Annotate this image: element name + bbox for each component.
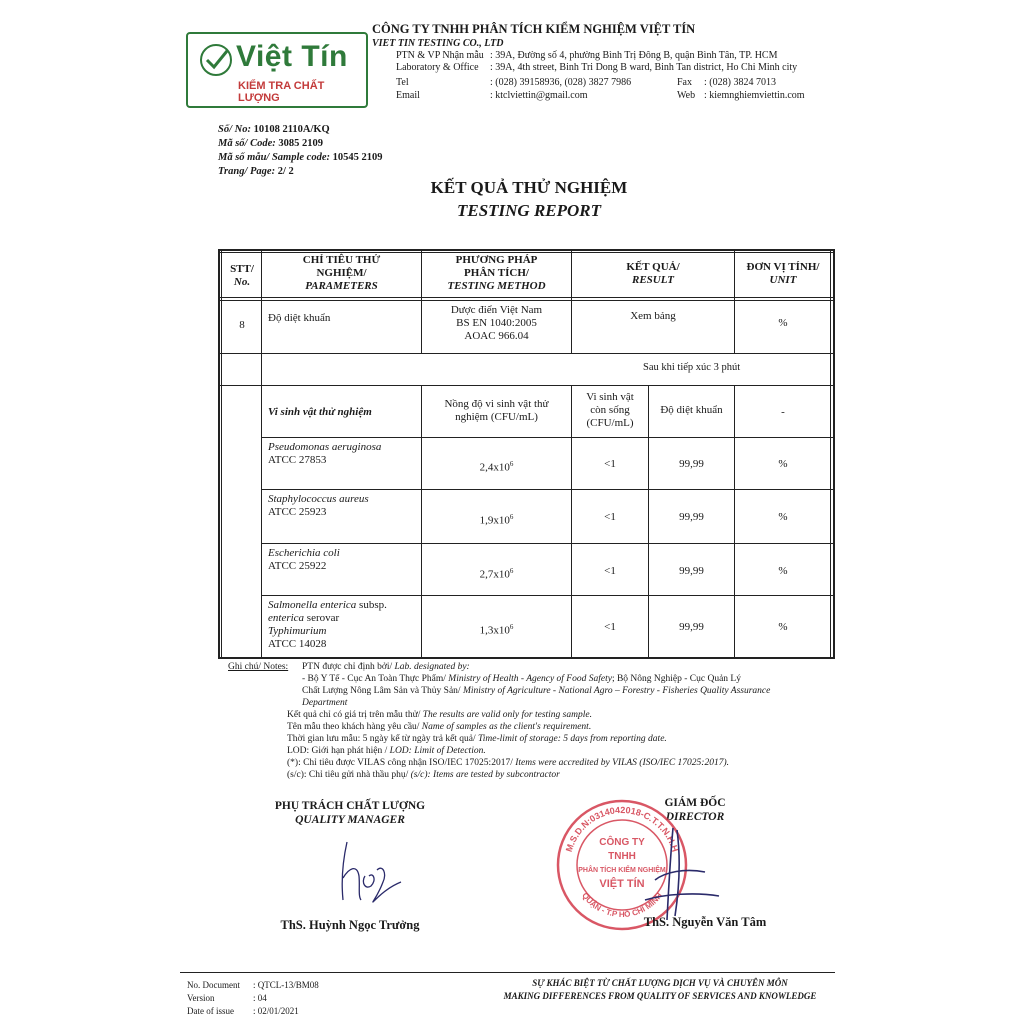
checkmark-icon xyxy=(198,42,234,78)
organism-unit: % xyxy=(778,511,788,523)
organism-concentration: $2,4x10^6$ xyxy=(479,460,514,474)
organism-unit: % xyxy=(778,458,788,470)
organism-kill-rate: 99,99 xyxy=(679,458,704,470)
organism-survivors: <1 xyxy=(604,565,616,577)
organism-survivors: <1 xyxy=(604,621,616,633)
svg-text:TNHH: TNHH xyxy=(608,851,636,862)
page-number: Trang/ Page: 2/ 2 xyxy=(218,166,294,177)
note-line: Thời gian lưu mẫu: 5 ngày kể từ ngày trả kết quả/ Time-limit of storage: 5 days from reporting date. xyxy=(287,734,667,744)
quality-manager-title-en: QUALITY MANAGER xyxy=(295,814,405,826)
note-line: (*): Chỉ tiêu được VILAS công nhận ISO/IEC 17025:2017/ Items were accredited by VILAS (ISO/IEC 17025:2017). xyxy=(287,758,730,768)
row8-stt: 8 xyxy=(239,319,245,331)
organism-name: Pseudomonas aeruginosa ATCC 27853 xyxy=(268,441,382,466)
fax-value: : (028) 3824 7013 xyxy=(704,77,776,88)
organism-name-salmonella: Salmonella enterica subsp. enterica serovar Typhimurium ATCC 14028 xyxy=(268,599,387,650)
logo-name: Việt Tín xyxy=(236,40,348,73)
director-signature xyxy=(615,820,735,930)
footer-slogan-en: MAKING DIFFERENCES FROM QUALITY OF SERVICES AND KNOWLEDGE xyxy=(503,991,817,1001)
header-stt: STT/ No. xyxy=(230,263,254,288)
row8-unit: % xyxy=(778,317,788,329)
organism-kill-rate: 99,99 xyxy=(679,565,704,577)
label-ptn: PTN & VP Nhận mẫu xyxy=(396,50,484,61)
label-email: Email xyxy=(396,90,420,101)
sub-header-survivors: Vi sinh vật còn sống (CFU/mL) xyxy=(586,391,634,429)
organism-name: Escherichia coli ATCC 25922 xyxy=(268,547,340,572)
results-table xyxy=(218,249,835,659)
note-line: Chất Lượng Nông Lâm Sản và Thủy Sản/ Ministry of Agriculture - National Agro – Forestry - Fisheries Quality Assurance xyxy=(302,686,771,696)
label-fax: Fax xyxy=(677,77,692,88)
sample-code: Mã số mẫu/ Sample code: 10545 2109 xyxy=(218,152,383,163)
address-en: : 39A, 4th street, Binh Tri Dong B ward, Binh Tan district, Ho Chi Minh city xyxy=(490,62,798,73)
row8-method: Dược điển Việt Nam BS EN 1040:2005 AOAC 966.04 xyxy=(450,304,543,342)
row8-parameter: Độ diệt khuẩn xyxy=(268,312,331,324)
svg-text:CÔNG TY: CÔNG TY xyxy=(599,837,645,848)
organism-unit: % xyxy=(778,621,788,633)
svg-text:M.S.D.N:0314042018-C.T.T.N.H.H: M.S.D.N:0314042018-C.T.T.N.H.H xyxy=(563,804,681,854)
organism-kill-rate: 99,99 xyxy=(679,511,704,523)
footer-version-label: Version xyxy=(187,993,215,1003)
note-line: PTN được chỉ định bởi/ Lab. designated by: xyxy=(302,662,470,672)
tel-value: : (028) 39158936, (028) 3827 7986 xyxy=(490,77,632,88)
header-result: KẾT QUẢ/ RESULT xyxy=(626,261,680,286)
report-title-en: TESTING REPORT xyxy=(456,201,602,220)
footer-doc-label: No. Document xyxy=(187,980,240,990)
sub-header-concentration: Nồng độ vi sinh vật thử nghiệm (CFU/mL) xyxy=(444,398,549,423)
address-vn: : 39A, Đường số 4, phường Bình Trị Đông B, quận Bình Tân, TP. HCM xyxy=(490,50,778,61)
logo-tagline: KIỂM TRA CHẤT LƯỢNG xyxy=(238,80,325,104)
note-line: Tên mẫu theo khách hàng yêu cầu/ Name of samples as the client's requirement. xyxy=(287,722,592,732)
report-number: Số/ No: 10108 2110A/KQ xyxy=(218,124,330,135)
note-line: (s/c): Chỉ tiêu gửi nhà thầu phụ/ (s/c): Items are tested by subcontractor xyxy=(287,770,560,780)
company-logo xyxy=(186,32,368,108)
report-code: Mã số/ Code: 3085 2109 xyxy=(218,138,323,149)
organism-concentration: $1,9x10^6$ xyxy=(479,513,514,527)
organism-kill-rate: 99,99 xyxy=(679,621,704,633)
organism-survivors: <1 xyxy=(604,458,616,470)
footer-date-label: Date of issue xyxy=(187,1006,234,1016)
label-web: Web xyxy=(677,90,696,101)
contact-time-note: Sau khi tiếp xúc 3 phút xyxy=(643,362,741,373)
quality-manager-title-vn: PHỤ TRÁCH CHẤT LƯỢNG xyxy=(274,800,426,812)
company-name-vn: CÔNG TY TNHH PHÂN TÍCH KIỂM NGHIỆM VIỆT TÍN xyxy=(372,22,696,36)
note-line: - Bộ Y Tế - Cục An Toàn Thực Phẩm/ Ministry of Health - Agency of Food Safety; Bộ Nông Nghiệp - Cục Quản Lý xyxy=(302,674,741,684)
note-line: LOD: Giới hạn phát hiện / LOD: Limit of Detection. xyxy=(287,746,486,756)
svg-text:VIỆT TÍN: VIỆT TÍN xyxy=(599,878,645,890)
row8-result: Xem bảng xyxy=(630,310,676,322)
report-title-vn: KẾT QUẢ THỬ NGHIỆM xyxy=(430,178,628,197)
director-name: ThS. Nguyễn Văn Tâm xyxy=(643,915,767,929)
header-method: PHƯƠNG PHÁP PHÂN TÍCH/ TESTING METHOD xyxy=(447,254,546,292)
quality-manager-signature xyxy=(325,830,415,910)
note-line: Kết quả chỉ có giá trị trên mẫu thử/ The results are valid only for testing sample. xyxy=(287,710,592,720)
footer-divider xyxy=(180,972,835,973)
quality-manager-name: ThS. Huỳnh Ngọc Trưởng xyxy=(280,918,420,932)
header-parameters: CHỈ TIÊU THỬ NGHIỆM/ PARAMETERS xyxy=(302,254,381,292)
web-value: : kiemnghiemviettin.com xyxy=(704,90,805,101)
footer-version-value: : 04 xyxy=(253,993,267,1003)
organism-unit: % xyxy=(778,565,788,577)
email-value: : ktclviettin@gmail.com xyxy=(490,90,588,101)
sub-header-kill-rate: Độ diệt khuẩn xyxy=(660,404,723,416)
director-title-en: DIRECTOR xyxy=(665,811,725,823)
organism-concentration: $2,7x10^6$ xyxy=(479,567,514,581)
footer-date-value: : 02/01/2021 xyxy=(253,1006,299,1016)
svg-text:QUẬN - T.P HỒ CHÍ MINH: QUẬN - T.P HỒ CHÍ MINH xyxy=(580,891,664,920)
footer-slogan-vn: SỰ KHÁC BIỆT TỪ CHẤT LƯỢNG DỊCH VỤ VÀ CHUYÊN MÔN xyxy=(532,978,788,988)
footer-doc-value: : QTCL-13/BM08 xyxy=(253,980,319,990)
notes-label: Ghi chú/ Notes: xyxy=(228,662,289,672)
label-tel: Tel xyxy=(396,77,409,88)
label-lab: Laboratory & Office xyxy=(396,62,479,73)
organism-survivors: <1 xyxy=(604,511,616,523)
header-unit: ĐƠN VỊ TÍNH/ UNIT xyxy=(746,261,820,286)
note-line: Department xyxy=(302,698,348,708)
director-title-vn: GIÁM ĐỐC xyxy=(664,797,726,809)
company-name-en: VIET TIN TESTING CO., LTD xyxy=(372,38,504,49)
svg-text:PHÂN TÍCH KIỂM NGHIỆM: PHÂN TÍCH KIỂM NGHIỆM xyxy=(578,867,666,874)
sub-header-organism: Vi sinh vật thử nghiệm xyxy=(268,406,372,418)
sub-header-unit: - xyxy=(781,406,785,418)
organism-name: Staphylococcus aureus ATCC 25923 xyxy=(268,493,369,518)
organism-concentration: $1,3x10^6$ xyxy=(479,623,514,637)
